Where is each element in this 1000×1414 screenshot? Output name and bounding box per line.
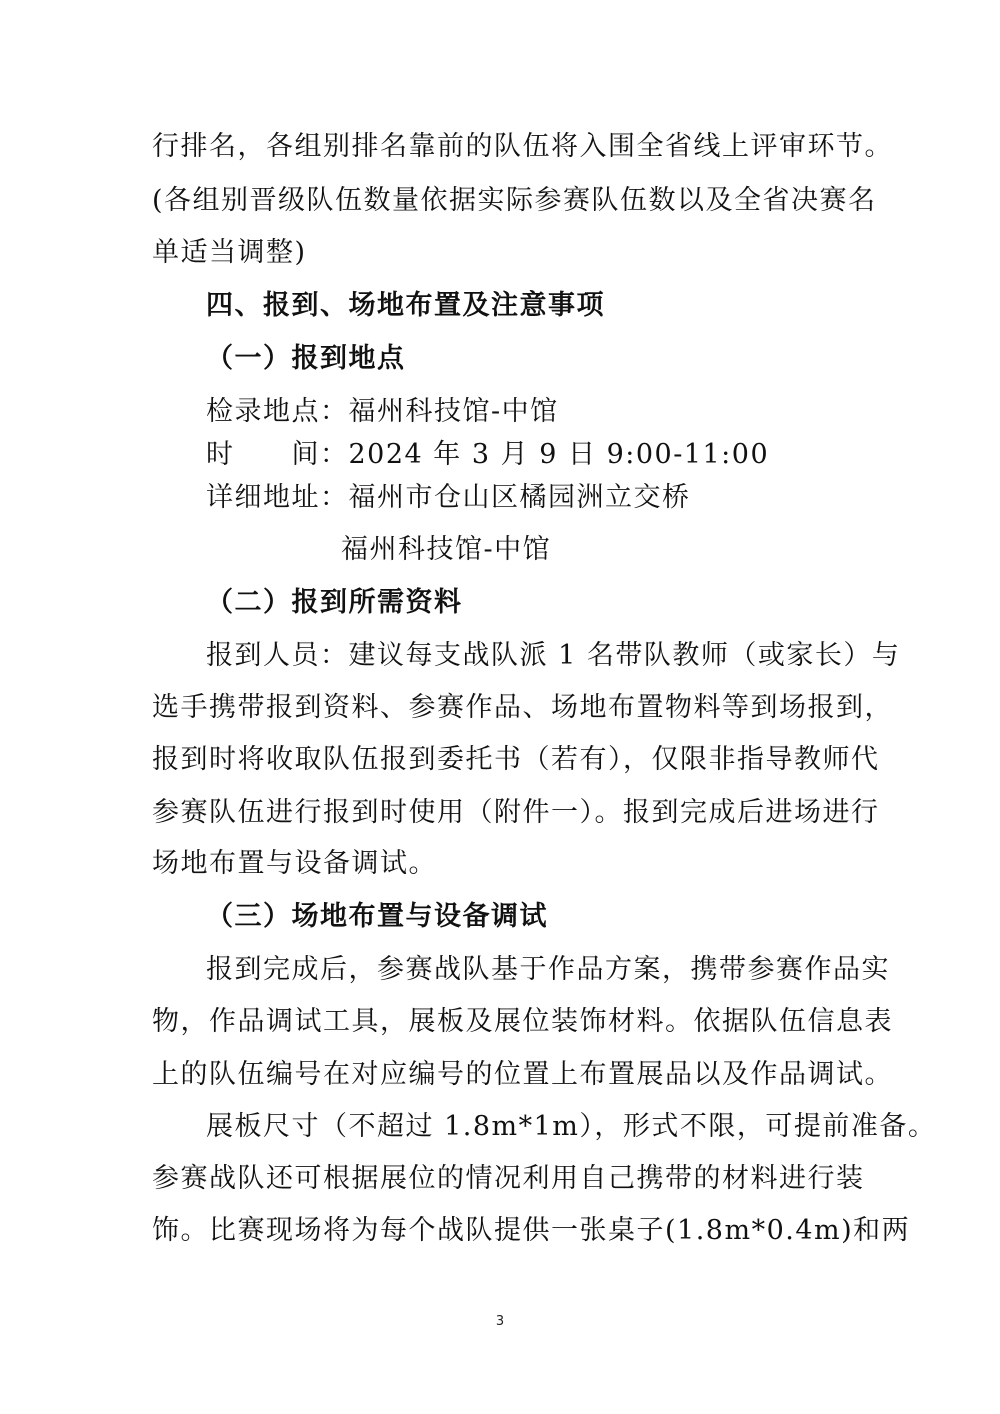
time-label: 时 间： — [206, 439, 349, 470]
paragraph-line: 选手携带报到资料、参赛作品、场地布置物料等到场报到， — [152, 692, 893, 723]
paragraph-line: 报到完成后，参赛战队基于作品方案，携带参赛作品实 — [206, 954, 890, 985]
paragraph-line: 行排名，各组别排名靠前的队伍将入围全省线上评审环节。 — [152, 131, 893, 162]
paragraph-line: 报到人员：建议每支战队派 1 名带队教师（或家长）与 — [206, 640, 901, 671]
subsection-heading: （一）报到地点 — [206, 343, 406, 374]
address-value: 福州市仓山区橘园洲立交桥 — [348, 482, 691, 513]
checkin-label: 检录地点： — [206, 396, 349, 427]
paragraph-line: 场地布置与设备调试。 — [152, 848, 437, 879]
subsection-heading: （三）场地布置与设备调试 — [206, 901, 548, 932]
address-label: 详细地址： — [206, 482, 349, 513]
address-line-2: 福州科技馆-中馆 — [341, 534, 552, 565]
time-value: 2024 年 3 月 9 日 9:00-11:00 — [348, 439, 770, 470]
paragraph-line: 饰。比赛现场将为每个战队提供一张桌子(1.8m*0.4m)和两 — [152, 1215, 911, 1246]
paragraph-line: 单适当调整) — [152, 237, 307, 268]
address-row — [206, 482, 691, 514]
paragraph-line: 上的队伍编号在对应编号的位置上布置展品以及作品调试。 — [152, 1059, 893, 1090]
paragraph-line: 展板尺寸（不超过 1.8m*1m），形式不限，可提前准备。 — [206, 1111, 937, 1142]
paragraph-line: 参赛战队还可根据展位的情况利用自己携带的材料进行装 — [152, 1163, 865, 1194]
section-heading: 四、报到、场地布置及注意事项 — [206, 290, 605, 321]
paragraph-line: 物，作品调试工具，展板及展位装饰材料。依据队伍信息表 — [152, 1006, 893, 1037]
checkin-row — [206, 396, 559, 428]
checkin-value: 福州科技馆-中馆 — [348, 396, 559, 427]
time-row — [206, 439, 769, 471]
paragraph-line: (各组别晋级队伍数量依据实际参赛队伍数以及全省决赛名 — [152, 185, 877, 216]
subsection-heading: （二）报到所需资料 — [206, 587, 463, 618]
paragraph-line: 报到时将收取队伍报到委托书（若有），仅限非指导教师代 — [152, 744, 880, 775]
paragraph-line: 参赛队伍进行报到时使用（附件一）。报到完成后进场进行 — [152, 797, 880, 828]
page-number: 3 — [495, 1314, 505, 1329]
